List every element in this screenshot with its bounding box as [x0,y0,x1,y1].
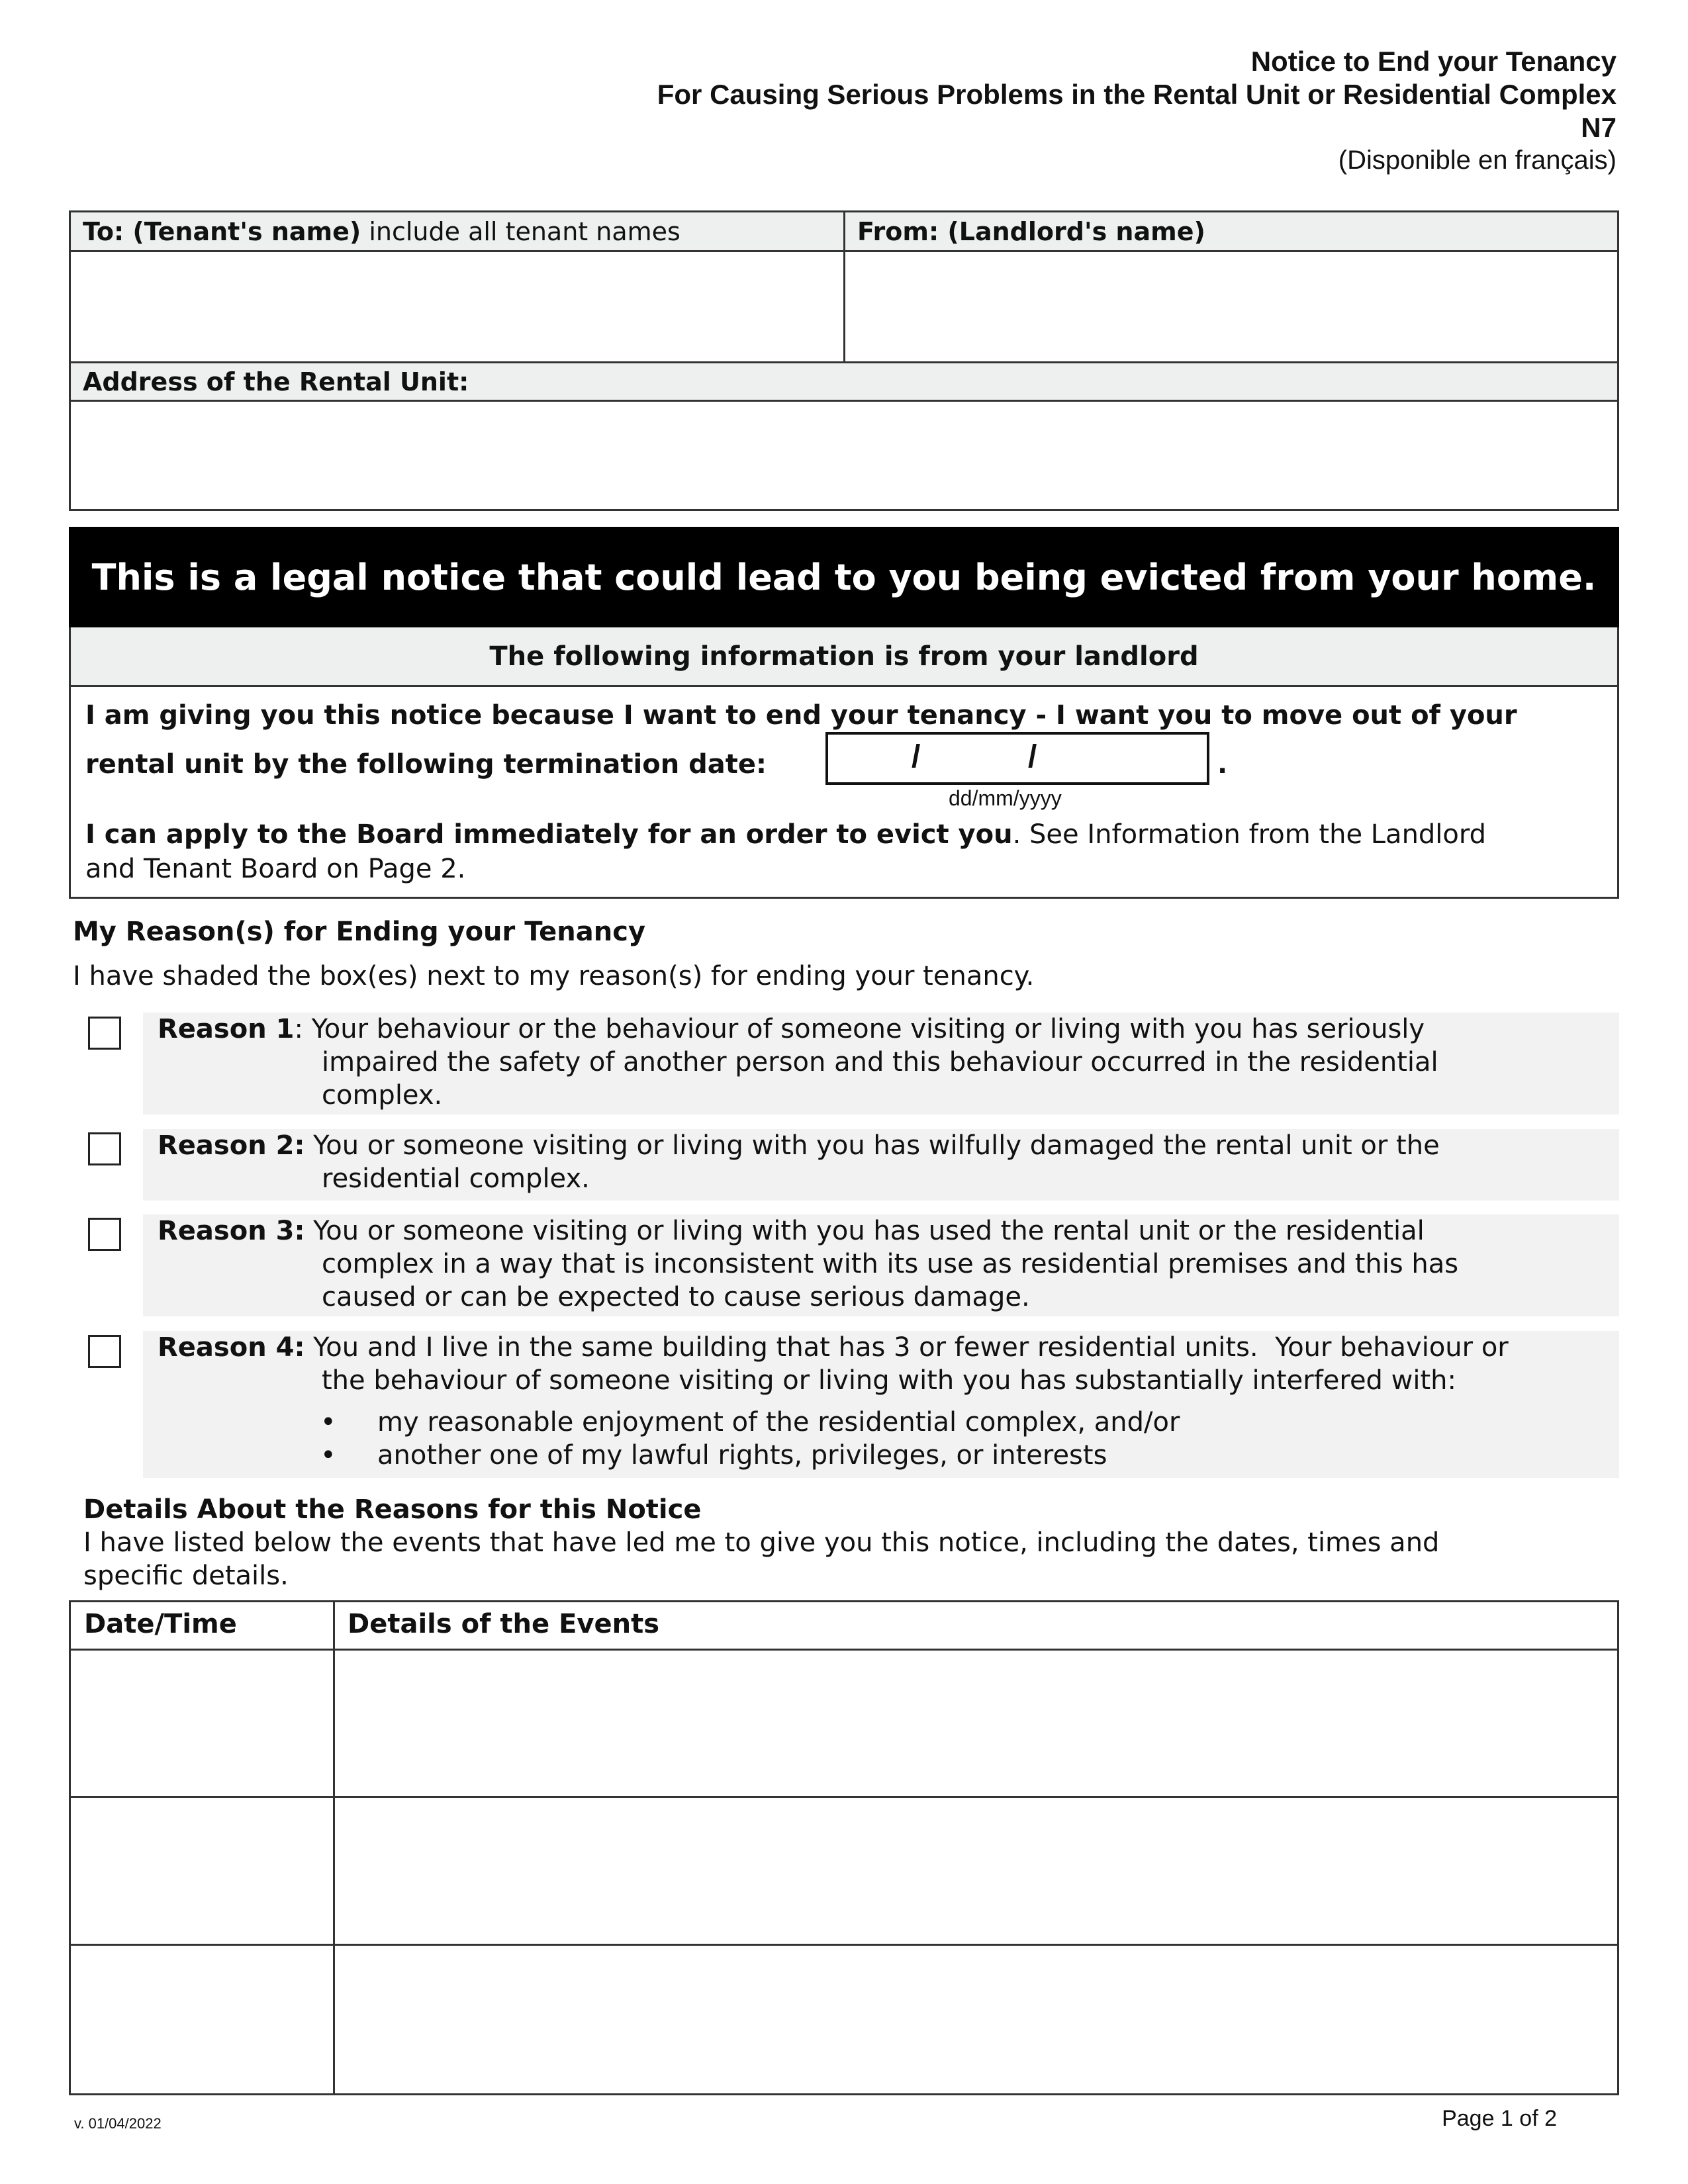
reason-1-line-3: complex. [322,1080,443,1111]
row-3-date-cell[interactable] [71,1946,333,2093]
to-label: To: (Tenant's name) include all tenant names [71,212,845,252]
reason-1-checkbox[interactable] [88,1017,121,1050]
reason-1-line-2: impaired the safety of another person and this behaviour occurred in the residential [322,1047,1438,1077]
reason-3-line-2: complex in a way that is inconsistent with its use as residential premises and this has [322,1249,1459,1279]
reasons-heading: My Reason(s) for Ending your Tenancy [73,917,646,947]
bullet-1-dot: • [320,1407,336,1437]
landlord-info-box [69,687,1619,899]
termination-statement-line1: I am giving you this notice because I want to end your tenancy - I want you to move out of your [85,700,1517,731]
reason-4-bullet-1: my reasonable enjoyment of the residential complex, and/or [377,1407,1180,1437]
reason-2-checkbox[interactable] [88,1132,121,1165]
apply-to-board-line2: and Tenant Board on Page 2. [85,854,466,884]
row-1-date-cell[interactable] [71,1651,333,1796]
termination-date-field[interactable] [825,732,1209,785]
address-field[interactable] [71,402,1617,509]
reason-2-block [143,1129,1619,1201]
reason-4-bullet-2: another one of my lawful rights, privileges, or interests [377,1440,1107,1471]
details-heading: Details About the Reasons for this Notice [83,1494,702,1525]
date-format-hint: dd/mm/yyyy [949,786,1062,810]
reason-1-first-line: Reason 1: Your behaviour or the behaviour of someone visiting or living with you has seriously [158,1014,1425,1044]
french-availability: (Disponible en français) [1338,146,1617,175]
details-intro-line1: I have listed below the events that have led me to give you this notice, including the dates, times and [83,1527,1440,1558]
reason-4-block [143,1331,1619,1478]
form-title: Notice to End your Tenancy [1250,46,1617,77]
reason-4-line-2: the behaviour of someone visiting or living with you has substantially interfered with: [322,1365,1457,1396]
address-label: Address of the Rental Unit: [71,361,1617,402]
landlord-info-heading: The following information is from your landlord [69,627,1619,687]
reason-4-first-line: Reason 4: You and I live in the same building that has 3 or fewer residential units. Your behaviour or [158,1332,1509,1363]
row-1-details-cell[interactable] [335,1651,1617,1796]
reason-4-checkbox[interactable] [88,1335,121,1368]
row-2-date-cell[interactable] [71,1798,333,1944]
reasons-intro: I have shaded the box(es) next to my reason(s) for ending your tenancy. [73,961,1035,991]
reason-3-line-3: caused or can be expected to cause serious damage. [322,1282,1030,1312]
bullet-2-dot: • [320,1440,336,1471]
reason-2-first-line: Reason 2: You or someone visiting or living with you has wilfully damaged the rental unit or the [158,1130,1440,1161]
date-slash-1: / [912,739,921,774]
landlord-name-field[interactable] [845,252,1617,361]
reason-3-checkbox[interactable] [88,1218,121,1251]
events-table [69,1600,1619,2095]
col-date-header: Date/Time [84,1609,237,1639]
from-label: From: (Landlord's name) [845,212,1617,252]
date-slash-2: / [1028,739,1037,774]
reason-1-block [143,1013,1619,1115]
legal-notice-banner: This is a legal notice that could lead to you being evicted from your home. [69,527,1619,627]
reason-2-line-2: residential complex. [322,1163,590,1194]
date-period: . [1217,749,1228,780]
tenant-name-field[interactable] [71,252,845,361]
apply-to-board-line1: I can apply to the Board immediately for an order to evict you. See Information from the Landlord [85,819,1487,850]
parties-table [69,210,1619,511]
page-number: Page 1 of 2 [1442,2106,1557,2131]
termination-statement-line2: rental unit by the following termination date: [85,749,767,780]
row-3-details-cell[interactable] [335,1946,1617,2093]
col-details-header: Details of the Events [348,1609,659,1639]
details-intro-line2: specific details. [83,1561,289,1591]
form-code: N7 [1581,112,1617,143]
reason-3-first-line: Reason 3: You or someone visiting or living with you has used the rental unit or the residential [158,1216,1425,1246]
row-2-details-cell[interactable] [335,1798,1617,1944]
reason-3-block [143,1214,1619,1316]
form-subtitle: For Causing Serious Problems in the Rental Unit or Residential Complex [657,79,1617,110]
version-label: v. 01/04/2022 [74,2115,162,2132]
